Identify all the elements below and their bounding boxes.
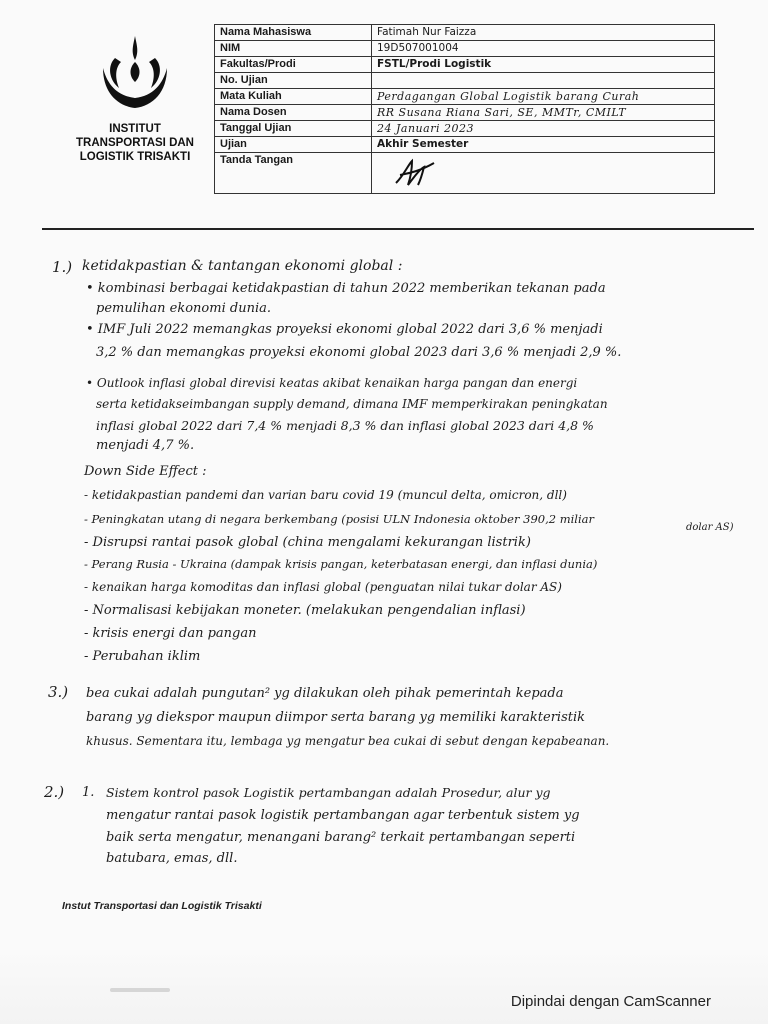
downside-item: - Perubahan iklim: [84, 649, 201, 664]
table-row: [215, 153, 715, 194]
answer-subnumber: 1.: [82, 785, 95, 800]
answer-line: inflasi global 2022 dari 7,4 % menjadi 8,3 % dan inflasi global 2023 dari 4,8 %: [96, 418, 594, 433]
table-row: [215, 25, 715, 41]
table-row: [215, 121, 715, 137]
table-row: [215, 105, 715, 121]
row-label: Tanda Tangan: [215, 153, 372, 194]
downside-item: - Peningkatan utang di negara berkembang (posisi ULN Indonesia oktober 390,2 miliar: [84, 512, 595, 526]
answer-line: mengatur rantai pasok logistik pertambangan agar terbentuk sistem yg: [106, 808, 580, 823]
table-row: [215, 137, 715, 153]
answer-line: • kombinasi berbagai ketidakpastian di tahun 2022 memberikan tekanan pada: [86, 281, 606, 296]
downside-item: - ketidakpastian pandemi dan varian baru covid 19 (muncul delta, omicron, dll): [84, 488, 567, 502]
answer-line: • Outlook inflasi global direvisi keatas akibat kenaikan harga pangan dan energi: [86, 376, 578, 390]
row-label: Mata Kuliah: [215, 89, 372, 105]
row-value: RR Susana Riana Sari, SE, MMTr, CMILT: [372, 105, 715, 121]
answer-line: khusus. Sementara itu, lembaga yg mengatur bea cukai di sebut dengan kepabeanan.: [86, 734, 610, 748]
row-value: FSTL/Prodi Logistik: [372, 57, 715, 73]
divider: [42, 228, 754, 230]
downside-item-suffix: dolar AS): [686, 522, 734, 533]
scanner-watermark: Dipindai dengan CamScanner: [510, 993, 711, 1010]
scan-smudge: [110, 988, 170, 992]
trisakti-emblem-icon: [93, 32, 177, 116]
logo-line: INSTITUT: [109, 123, 161, 135]
answer-line: batubara, emas, dll.: [106, 851, 238, 866]
institution-logo: [70, 32, 200, 164]
answer-line: baik serta mengatur, menangani barang² terkait pertambangan seperti: [106, 830, 576, 845]
downside-item: - kenaikan harga komoditas dan inflasi global (penguatan nilai tukar dolar AS): [84, 580, 562, 594]
table-row: [215, 73, 715, 89]
row-value: 24 Januari 2023: [372, 121, 715, 137]
answer-line: barang yg diekspor maupun diimpor serta barang yg memiliki karakteristik: [86, 710, 586, 725]
logo-line: TRANSPORTASI DAN: [76, 137, 194, 149]
downside-item: - Perang Rusia - Ukraina (dampak krisis pangan, keterbatasan energi, dan inflasi dunia): [84, 557, 598, 571]
row-value: Fatimah Nur Faizza: [372, 25, 715, 41]
row-value: Perdagangan Global Logistik barang Curah: [372, 89, 715, 105]
downside-title: Down Side Effect :: [84, 464, 207, 479]
signature-icon: [390, 155, 450, 189]
row-label: Nama Dosen: [215, 105, 372, 121]
row-value: Akhir Semester: [372, 137, 715, 153]
scan-margin: [0, 950, 768, 1024]
table-row: [215, 57, 715, 73]
answer-number: 1.): [52, 258, 73, 276]
answer-title: ketidakpastian & tantangan ekonomi global :: [82, 258, 403, 274]
logo-line: LOGISTIK TRISAKTI: [79, 151, 191, 163]
answer-line: • IMF Juli 2022 memangkas proyeksi ekonomi global 2022 dari 3,6 % menjadi: [86, 322, 603, 337]
student-info-table: [214, 24, 715, 194]
answer-line: bea cukai adalah pungutan² yg dilakukan oleh pihak pemerintah kepada: [86, 686, 564, 701]
page-footer: Instut Transportasi dan Logistik Trisakti: [62, 900, 262, 912]
answer-line: Sistem kontrol pasok Logistik pertambangan adalah Prosedur, alur yg: [106, 785, 551, 800]
downside-item: - Normalisasi kebijakan moneter. (melakukan pengendalian inflasi): [84, 603, 526, 618]
downside-item: - Disrupsi rantai pasok global (china mengalami kekurangan listrik): [84, 535, 531, 550]
row-value: 19D507001004: [372, 41, 715, 57]
answer-number: 2.): [44, 783, 65, 801]
row-label: No. Ujian: [215, 73, 372, 89]
institution-name: [70, 122, 200, 164]
row-value: [372, 73, 715, 89]
answer-line: menjadi 4,7 %.: [96, 438, 195, 453]
downside-item: - krisis energi dan pangan: [84, 626, 257, 641]
answer-line: 3,2 % dan memangkas proyeksi ekonomi global 2023 dari 3,6 % menjadi 2,9 %.: [96, 345, 622, 360]
table-row: [215, 41, 715, 57]
answer-line: serta ketidakseimbangan supply demand, dimana IMF memperkirakan peningkatan: [96, 397, 608, 411]
answer-line: pemulihan ekonomi dunia.: [96, 301, 271, 316]
row-label: Fakultas/Prodi: [215, 57, 372, 73]
row-label: Nama Mahasiswa: [215, 25, 372, 41]
signature-cell: [372, 153, 715, 194]
row-label: Ujian: [215, 137, 372, 153]
row-label: Tanggal Ujian: [215, 121, 372, 137]
row-label: NIM: [215, 41, 372, 57]
table-row: [215, 89, 715, 105]
answer-number: 3.): [48, 683, 69, 701]
